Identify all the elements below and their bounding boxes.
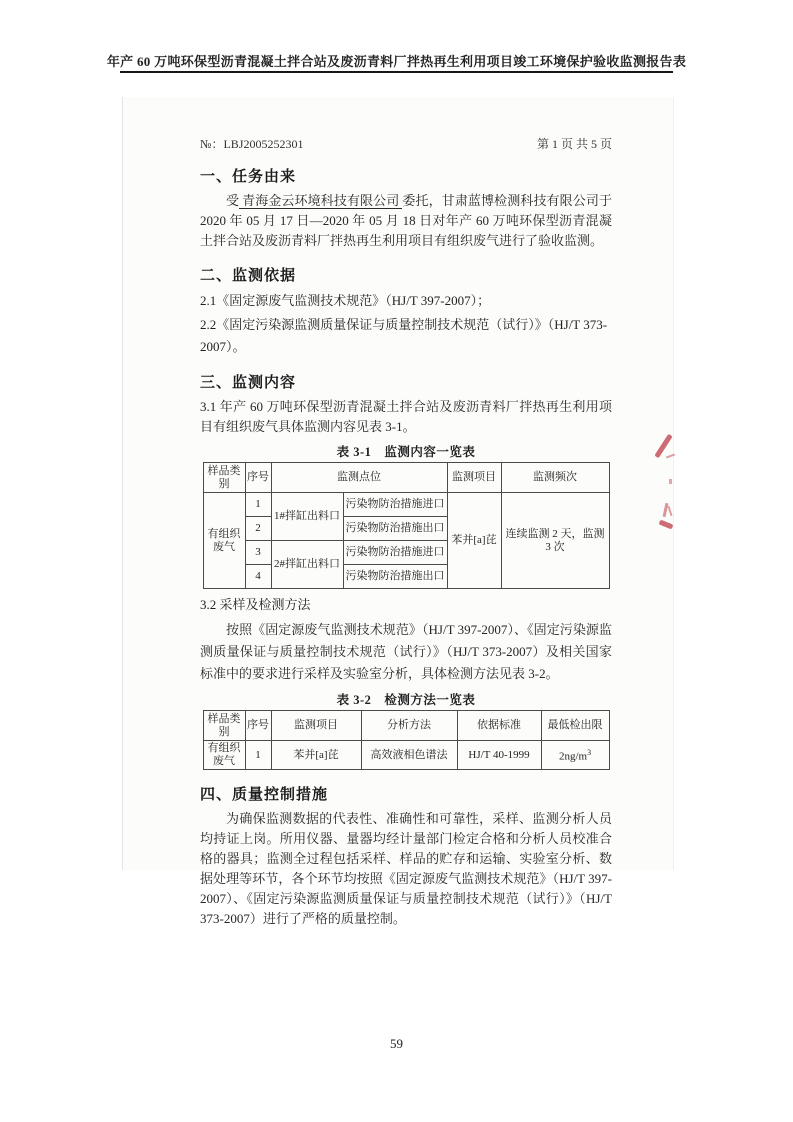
table1-header-item: 监测项目 [447, 463, 501, 493]
section1-text-before: 受 [226, 193, 240, 208]
section2-heading: 二、监测依据 [200, 268, 297, 284]
table1-no-1: 1 [245, 493, 271, 517]
table1-point-2: 污染物防治措施出口 [343, 517, 447, 541]
table2-standard-cell: HJ/T 40-1999 [457, 741, 541, 770]
table1-point-3: 污染物防治措施进口 [343, 541, 447, 565]
section3-heading: 三、监测内容 [200, 375, 297, 391]
table1-frequency-cell: 连续监测 2 天，监测 3 次 [501, 493, 609, 589]
table-row [203, 741, 609, 770]
section3-paragraph-31: 3.1 年产 60 万吨环保型沥青混凝土拌合站及废沥青料厂拌热再生利用项目有组织废气具体监测内容见表 3-1。 [200, 399, 612, 434]
table1-no-4: 4 [245, 565, 271, 589]
table2-header-row [203, 711, 609, 741]
table1-category-cell: 有组织废气 [203, 493, 245, 589]
scanned-page [122, 97, 674, 926]
section1-paragraph [200, 191, 612, 251]
table2-header-limit: 最低检出限 [541, 711, 609, 741]
basis-item-1: 2.1《固定源废气监测技术规范》（HJ/T 397-2007）； [200, 293, 491, 308]
table2-header-category: 样品类别 [203, 711, 245, 741]
table-row [203, 493, 609, 517]
section3-paragraph-32: 按照《固定源废气监测技术规范》（HJ/T 397-2007）、《固定污染源监测质量保证与质量控制技术规范（试行）》（HJ/T 373-2007）及相关国家标准中的要求进行采样及实验室分析，具体检测方法见表 3-2。 [200, 622, 612, 681]
document-number: №：LBJ2005252301 [200, 137, 304, 151]
running-head-title: 年产 60 万吨环保型沥青混凝土拌合站及废沥青料厂拌热再生利用项目竣工环境保护验收监测报告表 [106, 54, 687, 69]
commissioning-company: 青海金云环境科技有限公司 [239, 193, 402, 209]
table1-header-frequency: 监测频次 [501, 463, 609, 493]
page-indicator: 第 1 页 共 5 页 [536, 137, 612, 151]
detection-method-table [203, 710, 610, 770]
table1-no-2: 2 [245, 517, 271, 541]
table2-limit-cell [541, 741, 609, 770]
limit-exponent: 3 [587, 748, 592, 758]
basis-item-2: 2.2《固定污染源监测质量保证与质量控制技术规范（试行）》（HJ/T 373-2007）。 [200, 317, 608, 354]
document-meta [200, 135, 612, 152]
table2-header-item: 监测项目 [271, 711, 361, 741]
table1-header-category: 样品类别 [203, 463, 245, 493]
section1-text-after: 委托，甘肃蓝博检测科技有限公司于 2020 年 05 月 17 日—2020 年 05 月 18 日对年产 60 万吨环保型沥青混凝土拌合站及废沥青料厂拌热再生利用项目有组织废气进行了验收监测。 [200, 193, 612, 248]
table2-item-cell: 苯并[a]芘 [271, 741, 361, 770]
section4-heading: 四、质量控制措施 [200, 787, 329, 803]
table1-outlet-2: 2#拌缸出料口 [271, 541, 343, 589]
table1-header-point: 监测点位 [271, 463, 447, 493]
table1-outlet-1: 1#拌缸出料口 [271, 493, 343, 541]
monitoring-content-table [203, 462, 610, 589]
seal-mark-dot [669, 479, 672, 484]
table1-no-3: 3 [245, 541, 271, 565]
table2-title: 表 3-2 检测方法一览表 [336, 693, 476, 707]
table2-header-standard: 依据标准 [457, 711, 541, 741]
table1-item-cell: 苯并[a]芘 [447, 493, 501, 589]
footer-page-number: 59 [390, 1036, 403, 1051]
table1-title: 表 3-1 监测内容一览表 [336, 445, 476, 459]
page-content [200, 97, 612, 932]
section1-heading: 一、任务由来 [200, 169, 297, 185]
table1-header-row [203, 463, 609, 493]
limit-value: 2ng/m [558, 750, 588, 763]
table2-category-cell: 有组织废气 [203, 741, 245, 770]
table1-point-1: 污染物防治措施进口 [343, 493, 447, 517]
table2-no-cell: 1 [245, 741, 271, 770]
section3-paragraph-32-heading: 3.2 采样及检测方法 [200, 597, 311, 612]
table2-header-no: 序号 [245, 711, 271, 741]
running-head-rule [120, 71, 673, 73]
table1-header-no: 序号 [245, 463, 271, 493]
section4-paragraph: 为确保监测数据的代表性、准确性和可靠性，采样、监测分析人员均持证上岗。所用仪器、量器均经计量部门检定合格和分析人员校准合格的器具；监测全过程包括采样、样品的贮存和运输、实验室分析、数据处理等环节，各个环节均按照《固定源废气监测技术规范》（HJ/T 397-2007）、《固定污染源监测质量保证与质量控制技术规范（试行）》（HJ/T 373-2007）进行了严格的质量控制。 [200, 811, 612, 926]
table2-header-method: 分析方法 [361, 711, 457, 741]
table2-method-cell: 高效液相色谱法 [361, 741, 457, 770]
table1-point-4: 污染物防治措施出口 [343, 565, 447, 589]
